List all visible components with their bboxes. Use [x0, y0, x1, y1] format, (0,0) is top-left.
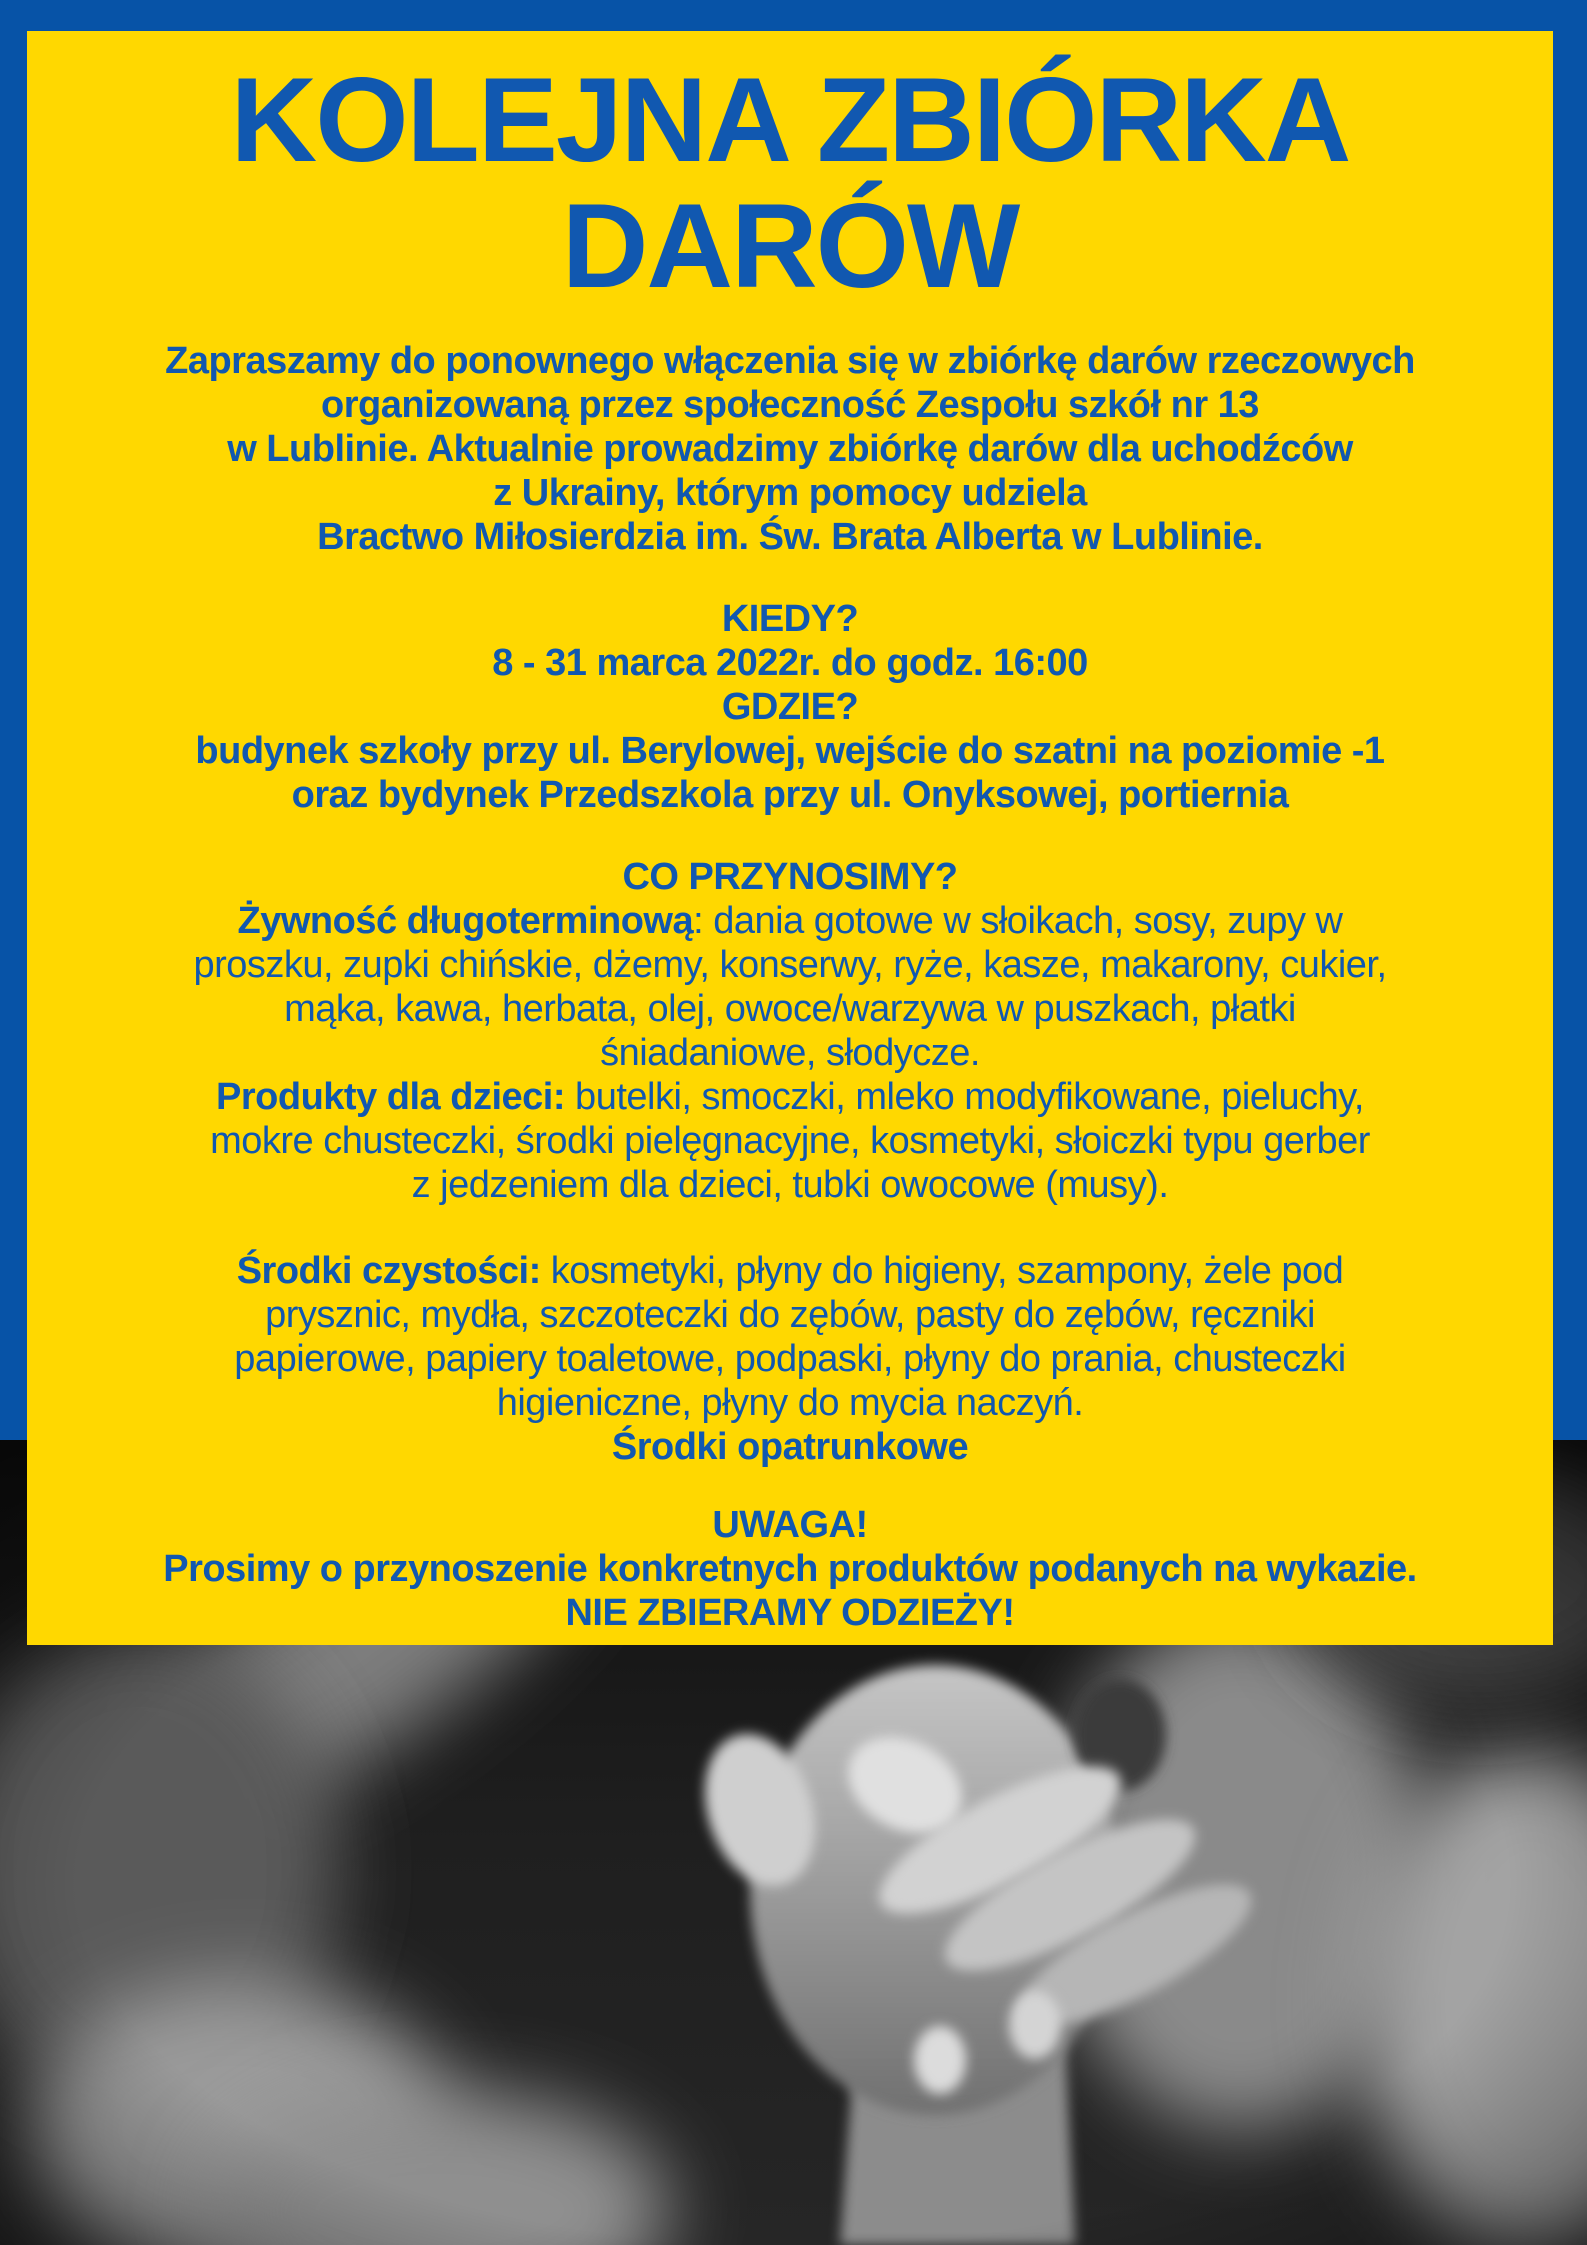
intro-line: Bractwo Miłosierdzia im. Św. Brata Alberta w Lublinie. — [317, 516, 1263, 558]
hygiene-line — [57, 1249, 1523, 1293]
where-line: oraz bydynek Przedszkola przy ul. Onyksowej, portiernia — [291, 774, 1289, 816]
where-line: budynek szkoły przy ul. Berylowej, wejście do szatni na poziomie -1 — [195, 730, 1385, 772]
food-line: proszku, zupki chińskie, dżemy, konserwy, ryże, kasze, makarony, cukier, — [193, 944, 1387, 986]
food-label: Żywność długoterminową — [237, 900, 694, 942]
where-heading: GDZIE? — [721, 686, 859, 728]
items-section — [57, 855, 1523, 1469]
food-line: śniadaniowe, słodycze. — [600, 1032, 980, 1074]
intro-line: z Ukrainy, którym pomocy udziela — [493, 472, 1087, 514]
kids-line: mokre chusteczki, środki pielęgnacyjne, kosmetyki, słoiczki typu gerber — [210, 1120, 1370, 1162]
hygiene-line: higieniczne, płyny do mycia naczyń. — [496, 1382, 1084, 1424]
hygiene-line: papierowe, papiery toaletowe, podpaski, płyny do prania, chusteczki — [234, 1338, 1346, 1380]
kids-line — [57, 1075, 1523, 1119]
notice-line: Prosimy o przynoszenie konkretnych produktów podanych na wykazie. — [163, 1548, 1417, 1590]
dressings-line: Środki opatrunkowe — [611, 1426, 969, 1468]
food-line — [57, 899, 1523, 943]
kids-line: z jedzeniem dla dzieci, tubki owocowe (musy). — [411, 1164, 1169, 1206]
when-value: 8 - 31 marca 2022r. do godz. 16:00 — [492, 642, 1088, 684]
when-where-section — [57, 597, 1523, 817]
intro-line: Zapraszamy do ponownego włączenia się w zbiórkę darów rzeczowych — [165, 340, 1415, 382]
food-line: mąka, kawa, herbata, olej, owoce/warzywa w puszkach, płatki — [284, 988, 1296, 1030]
notice-section — [57, 1503, 1523, 1635]
intro-line: w Lublinie. Aktualnie prowadzimy zbiórkę darów dla uchodźców — [227, 428, 1353, 470]
food-paragraph — [57, 899, 1523, 1075]
notice-line: NIE ZBIERAMY ODZIEŻY! — [565, 1592, 1015, 1634]
poster-title — [57, 53, 1523, 313]
hygiene-label: Środki czystości: — [236, 1250, 541, 1292]
intro-line: organizowaną przez społeczność Zespołu szkół nr 13 — [321, 384, 1259, 426]
kids-paragraph — [57, 1075, 1523, 1207]
items-heading: CO PRZYNOSIMY? — [622, 856, 958, 898]
hygiene-paragraph — [57, 1249, 1523, 1425]
when-heading: KIEDY? — [721, 598, 859, 640]
kids-line-rest: butelki, smoczki, mleko modyfikowane, pieluchy, — [565, 1076, 1364, 1118]
poster-title-line2: DARÓW — [561, 179, 1019, 313]
poster-title-line1: KOLEJNA ZBIÓRKA — [230, 53, 1350, 187]
hygiene-line-rest: kosmetyki, płyny do higieny, szampony, żele pod — [540, 1250, 1344, 1292]
intro-paragraph — [57, 339, 1523, 559]
poster-card — [27, 31, 1553, 1645]
hygiene-line: prysznic, mydła, szczoteczki do zębów, pasty do zębów, ręczniki — [265, 1294, 1315, 1336]
food-line-rest: : dania gotowe w słoikach, sosy, zupy w — [693, 900, 1343, 942]
kids-label: Produkty dla dzieci: — [216, 1076, 565, 1118]
notice-heading: UWAGA! — [712, 1504, 868, 1546]
